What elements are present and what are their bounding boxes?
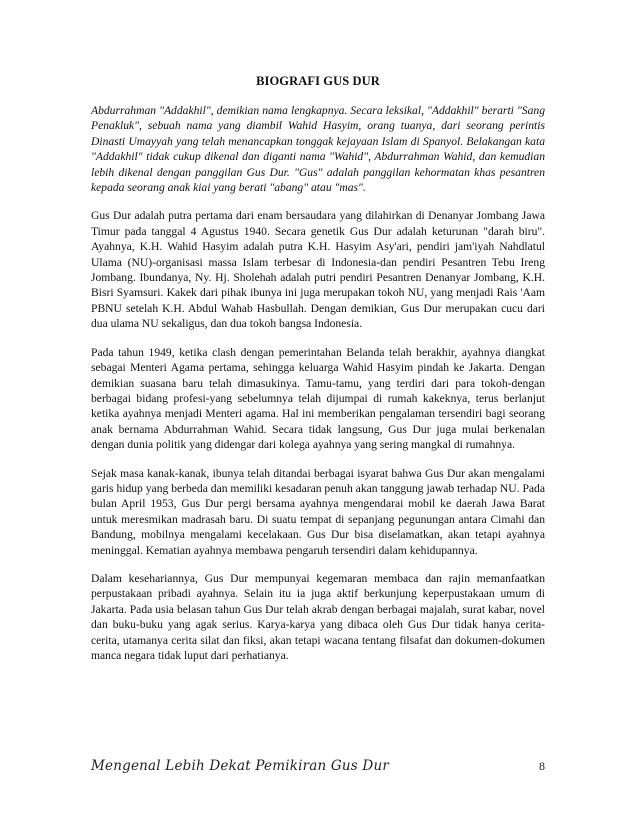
paragraph-family: Gus Dur adalah putra pertama dari enam bersaudara yang dilahirkan di Denanyar Jombang Jawa Timur pada tanggal 4 Agustus 1940. Secara genetik Gus Dur adalah keturunan "darah biru". Ayahnya, K.H. Wahid Hasyim adalah putra K.H. Hasyim Asy'ari, pendiri jam'iyah Nahdlatul Ulama (NU)-organisasi massa Islam terbesar di Indonesia-dan pendiri Pesantren Tebu Ireng Jombang. Ibundanya, Ny. Hj. Sholehah adalah putri pendiri Pesantren Denanyar Jombang, K.H. Bisri Syamsuri. Kakek dari pihak ibunya ini juga merupakan tokoh NU, yang menjadi Rais 'Aam PBNU setelah K.H. Abdul Wahab Hasbullah. Dengan demikian, Gus Dur merupakan cucu dari dua ulama NU sekaligus, dan dua tokoh bangsa Indonesia.	[91, 209, 545, 331]
footer-book-title: Mengenal Lebih Dekat Pemikiran Gus Dur	[91, 758, 389, 774]
paragraph-childhood: Sejak masa kanak-kanak, ibunya telah ditandai berbagai isyarat bahwa Gus Dur akan mengalami garis hidup yang berbeda dan memiliki kesadaran penuh akan tanggung jawab terhadap NU. Pada bulan April 1953, Gus Dur pergi bersama ayahnya mengendarai mobil ke daerah Jawa Barat untuk meresmikan madrasah baru. Di suatu tempat di sepanjang pegunungan antara Cimahi dan Bandung, mobilnya mengalami kecelakaan. Gus Dur bisa diselamatkan, akan tetapi ayahnya meninggal. Kematian ayahnya membawa pengaruh tersendiri dalam kehidupannya.	[91, 466, 545, 557]
page-number: 8	[539, 759, 545, 773]
page-title: BIOGRAFI GUS DUR	[256, 74, 380, 88]
page-footer	[91, 758, 545, 778]
page-content	[91, 74, 545, 676]
paragraph-jakarta: Pada tahun 1949, ketika clash dengan pemerintahan Belanda telah berakhir, ayahnya diangkat sebagai Menteri Agama pertama, sehingga keluarga Wahid Hasyim pindah ke Jakarta. Dengan demikian suasana baru telah dimasukinya. Tamu-tamu, yang terdiri dari para tokoh-dengan berbagai bidang profesi-yang sebelumnya telah dijumpai di rumah kakeknya, terus berlanjut ketika ayahnya menjadi Menteri agama. Hal ini memberikan pengalaman tersendiri bagi seorang anak bernama Abdurrahman Wahid. Secara tidak langsung, Gus Dur juga mulai berkenalan dengan dunia politik yang didengar dari kolega ayahnya yang sering mangkal di rumahnya.	[91, 345, 545, 452]
paragraph-reading: Dalam kesehariannya, Gus Dur mempunyai kegemaran membaca dan rajin memanfaatkan perpustakaan pribadi ayahnya. Selain itu ia juga aktif berkunjung keperpustakaan umum di Jakarta. Pada usia belasan tahun Gus Dur telah akrab dengan berbagai majalah, surat kabar, novel dan buku-buku yang agak serius. Karya-karya yang dibaca oleh Gus Dur tidak hanya cerita-cerita, utamanya cerita silat dan fiksi, akan tetapi wacana tentang filsafat dan dokumen-dokumen manca negara tidak luput dari perhatianya.	[91, 571, 545, 662]
paragraph-intro: Abdurrahman "Addakhil", demikian nama lengkapnya. Secara leksikal, "Addakhil" berarti "Sang Penakluk", sebuah nama yang diambil Wahid Hasyim, orang tuanya, dari seorang perintis Dinasti Umayyah yang telah menancapkan tonggak kejayaan Islam di Spanyol. Belakangan kata "Addakhil" tidak cukup dikenal dan diganti nama "Wahid", Abdurrahman Wahid, dan kemudian lebih dikenal dengan panggilan Gus Dur. "Gus" adalah panggilan kehormatan khas pesantren kepada seorang anak kiai yang berati "abang" atau "mas".	[91, 104, 545, 195]
